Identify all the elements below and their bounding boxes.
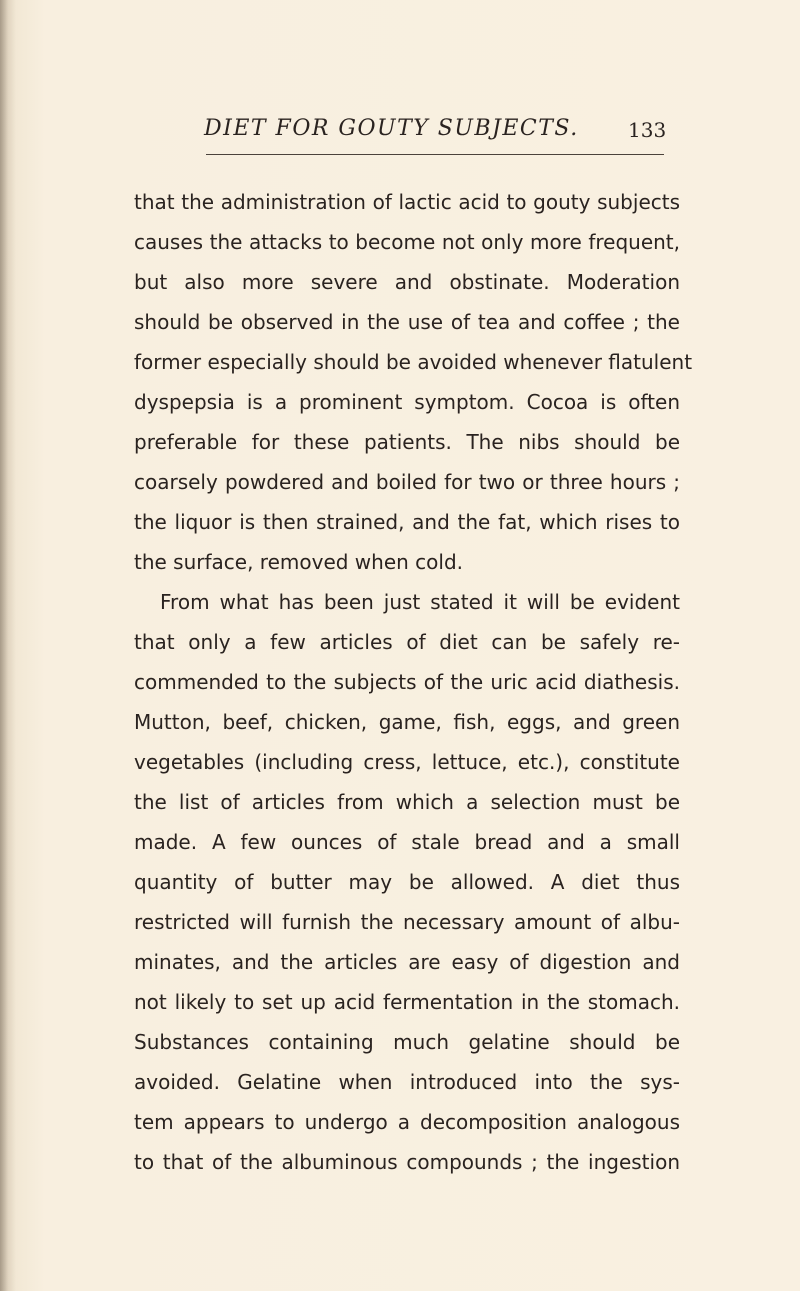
text-line: quantity of butter may be allowed. A diet thus	[134, 870, 680, 894]
text-line: the list of articles from which a selection must be	[134, 790, 680, 814]
text-line: should be observed in the use of tea and coffee ; the	[134, 310, 680, 334]
text-line: the liquor is then strained, and the fat, which rises to	[134, 510, 680, 534]
text-line: dyspepsia is a prominent symptom. Cocoa is often	[134, 390, 680, 414]
text-line: coarsely powdered and boiled for two or three hours ;	[134, 470, 680, 494]
text-line: avoided. Gelatine when introduced into the sys-	[134, 1070, 680, 1094]
text-line: tem appears to undergo a decomposition analogous	[134, 1110, 680, 1134]
paragraph-end-line: the surface, removed when cold.	[134, 550, 464, 574]
paragraph-start-line: From what has been just stated it will be evident	[160, 590, 680, 614]
text-line: that the administration of lactic acid to gouty subjects	[134, 190, 680, 214]
text-line: vegetables (including cress, lettuce, etc.), constitute	[134, 750, 680, 774]
text-line: to that of the albuminous compounds ; the ingestion	[134, 1150, 680, 1174]
text-line: not likely to set up acid fermentation in the stomach.	[134, 990, 680, 1014]
page-number: 133	[628, 118, 667, 142]
text-line: causes the attacks to become not only more frequent,	[134, 230, 680, 254]
text-line: restricted will furnish the necessary amount of albu-	[134, 910, 680, 934]
text-line: Substances containing much gelatine should be	[134, 1030, 680, 1054]
text-line: commended to the subjects of the uric acid diathesis.	[134, 670, 680, 694]
page-binding-shadow	[0, 0, 16, 1291]
body-text	[134, 182, 693, 1182]
text-line: preferable for these patients. The nibs should be	[134, 430, 680, 454]
text-line: that only a few articles of diet can be safely re-	[134, 630, 680, 654]
header-rule	[206, 154, 664, 155]
text-line: but also more severe and obstinate. Moderation	[134, 270, 680, 294]
text-line: former especially should be avoided whenever flatulent	[134, 350, 693, 374]
text-line: made. A few ounces of stale bread and a small	[134, 830, 680, 854]
running-head	[0, 116, 800, 152]
running-title: DIET FOR GOUTY SUBJECTS.	[204, 116, 579, 141]
text-line: Mutton, beef, chicken, game, fish, eggs, and green	[134, 710, 680, 734]
text-line: minates, and the articles are easy of digestion and	[134, 950, 680, 974]
